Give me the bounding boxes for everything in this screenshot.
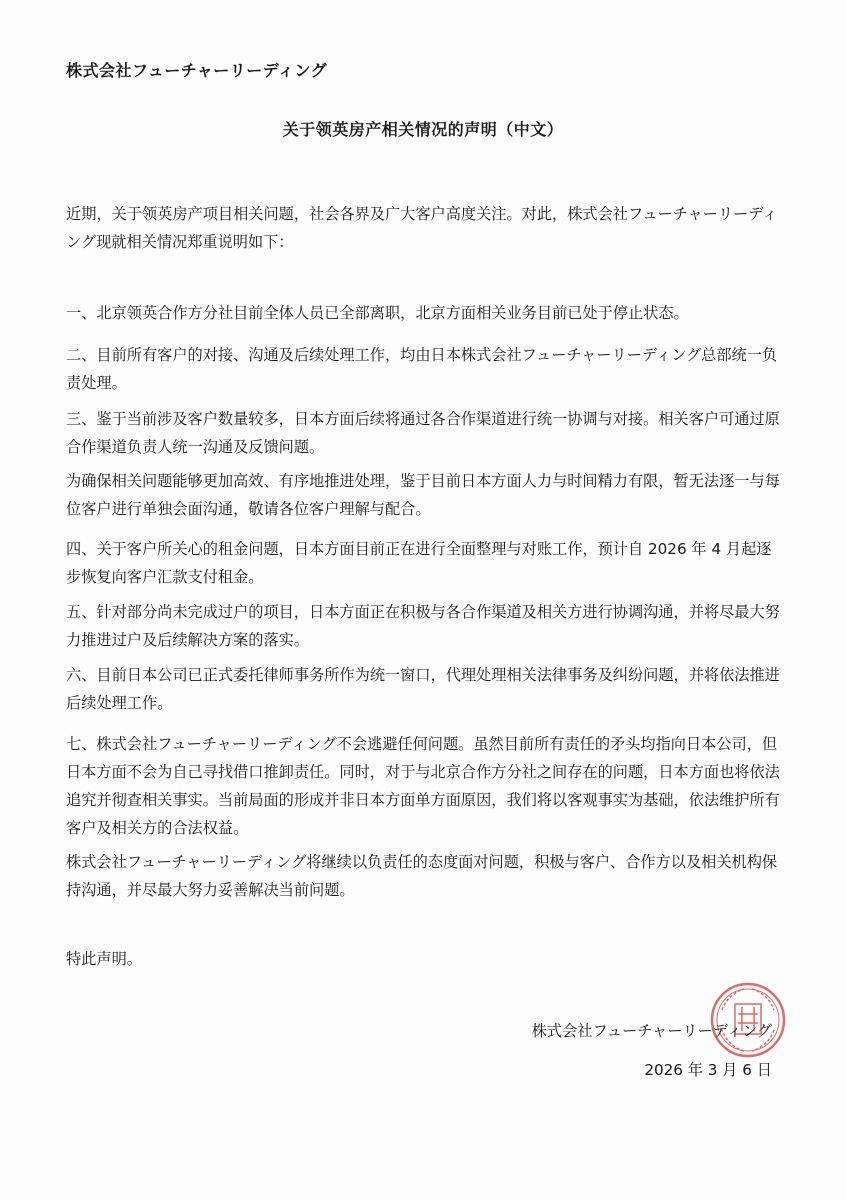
paragraph-6: 六、目前日本公司已正式委托律师事务所作为统一窗口，代理处理相关法律事务及纠纷问题，并将依法推进后续处理工作。 [66,666,780,712]
closing-statement: 特此声明。 [66,950,142,968]
paragraph-7: 七、株式会社フューチャーリーディング不会逃避任何问题。虽然目前所有责任的矛头均指向日本公司，但日本方面不会为自己寻找借口推卸责任。同时，对于与北京合作方分社之间存在的问题，日本方面也将依法追究并彻查相关事实。当前局面的形成并非日本方面单方面原因，我们将以客观事实为基础，依法维护所有客户及相关方的合法权益。 [66,735,780,837]
document-title: 关于领英房产相关情况的声明（中文） [282,120,564,139]
paragraph-3-note: 为确保相关问题能够更加高效、有序地推进处理，鉴于目前日本方面人力与时间精力有限，暂无法逐一与每位客户进行单独会面沟通，敬请各位客户理解与配合。 [66,472,780,518]
paragraph-final: 株式会社フューチャーリーディング将继续以负责任的态度面对问题，积极与客户、合作方以及相关机构保持沟通，并尽最大努力妥善解决当前问题。 [66,853,778,899]
signature-date: 2026 年 3 月 6 日 [644,1061,772,1079]
paragraph-4: 四、关于客户所关心的租金问题，日本方面目前正在进行全面整理与对账工作，预计自 2026 年 4 月起逐步恢复向客户汇款支付租金。 [66,540,772,586]
paragraph-5: 五、针对部分尚未完成过户的项目，日本方面正在积极与各合作渠道及相关方进行协调沟通，并将尽最大努力推进过户及后续解决方案的落实。 [66,603,780,649]
intro-paragraph: 近期，关于领英房产项目相关问题，社会各界及广大客户高度关注。对此，株式会社フューチャーリーディング现就相关情况郑重说明如下： [66,205,778,251]
company-header: 株式会社フューチャーリーディング [66,61,328,80]
paragraph-2: 二、目前所有客户的对接、沟通及后续处理工作，均由日本株式会社フューチャーリーディング总部统一负责处理。 [66,346,778,392]
paragraph-3: 三、鉴于当前涉及客户数量较多，日本方面后续将通过各合作渠道进行统一协调与对接。相关客户可通过原合作渠道负责人统一沟通及反馈问题。 [66,410,780,456]
paragraph-1: 一、北京领英合作方分社目前全体人员已全部离职，北京方面相关业务目前已处于停止状态。 [66,304,689,322]
signature-company: 株式会社フューチャーリーディング [531,1022,772,1040]
